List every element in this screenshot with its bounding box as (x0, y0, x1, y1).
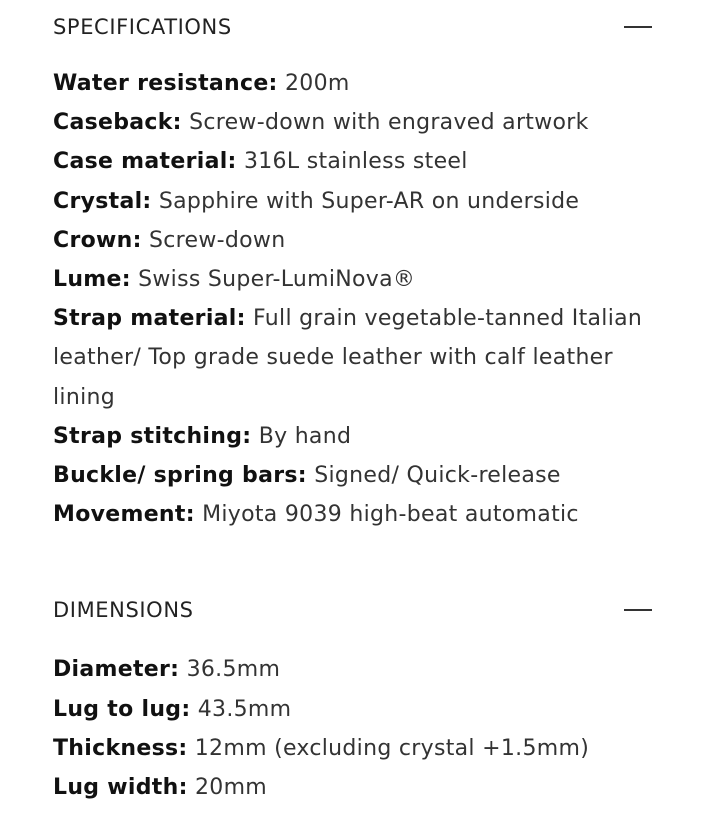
specifications-header[interactable] (53, 0, 652, 54)
spec-label: Strap stitching: (53, 423, 252, 449)
spec-value: Signed/ Quick-release (314, 463, 561, 489)
spec-item-case-material (53, 142, 652, 181)
spec-item-thickness (53, 729, 652, 768)
spec-value: Full grain vegetable-tanned Italian leather/ Top grade suede leather with calf leather lining (53, 306, 643, 410)
specifications-title: SPECIFICATIONS (53, 15, 232, 39)
spec-value: 20mm (194, 775, 268, 801)
spec-item-strap-stitching (53, 417, 652, 456)
spec-label: Thickness: (53, 735, 188, 761)
spec-label: Crown: (53, 227, 142, 253)
dimensions-list (53, 650, 652, 807)
spec-item-crystal (53, 182, 652, 221)
spec-item-buckle-spring-bars (53, 456, 652, 495)
spec-value: 200m (284, 71, 350, 96)
spec-value: Screw-down with engraved artwork (189, 110, 589, 136)
spec-item-lug-width (53, 768, 652, 807)
spec-value: Swiss Super-LumiNova® (138, 267, 416, 293)
spec-item-movement (53, 495, 652, 534)
spec-value: Sapphire with Super-AR on underside (158, 188, 580, 214)
spec-label: Diameter: (53, 657, 180, 683)
dimensions-header[interactable] (53, 582, 652, 638)
spec-value: By hand (258, 423, 352, 449)
spec-label: Crystal: (53, 188, 152, 214)
spec-item-crown (53, 221, 652, 260)
spec-value: Miyota 9039 high-beat automatic (202, 502, 579, 528)
spec-item-water-resistance (53, 64, 652, 103)
spec-label: Lug width: (53, 775, 188, 801)
spec-label: Caseback: (53, 110, 182, 136)
minus-icon[interactable] (624, 26, 652, 28)
specifications-list (53, 64, 652, 534)
spec-value: 43.5mm (197, 696, 292, 722)
dimensions-title: DIMENSIONS (53, 598, 194, 623)
spec-item-diameter (53, 650, 652, 689)
spec-value: 316L stainless steel (243, 149, 468, 175)
spec-label: Case material: (53, 149, 237, 175)
spec-label: Lume: (53, 267, 131, 293)
spec-item-caseback (53, 103, 652, 142)
minus-icon[interactable] (624, 609, 652, 611)
spec-label: Movement: (53, 502, 195, 528)
spec-item-strap-material (53, 299, 652, 417)
dimensions-section (0, 582, 720, 807)
spec-item-lume (53, 260, 652, 299)
spec-label: Water resistance: (53, 71, 278, 96)
spec-value: 12mm (excluding crystal +1.5mm) (194, 735, 590, 761)
spec-label: Buckle/ spring bars: (53, 463, 307, 489)
spec-value: 36.5mm (186, 657, 281, 683)
spec-label: Lug to lug: (53, 696, 191, 722)
spec-label: Strap material: (53, 306, 246, 332)
spec-item-lug-to-lug (53, 690, 652, 729)
spec-value: Screw-down (149, 227, 286, 253)
